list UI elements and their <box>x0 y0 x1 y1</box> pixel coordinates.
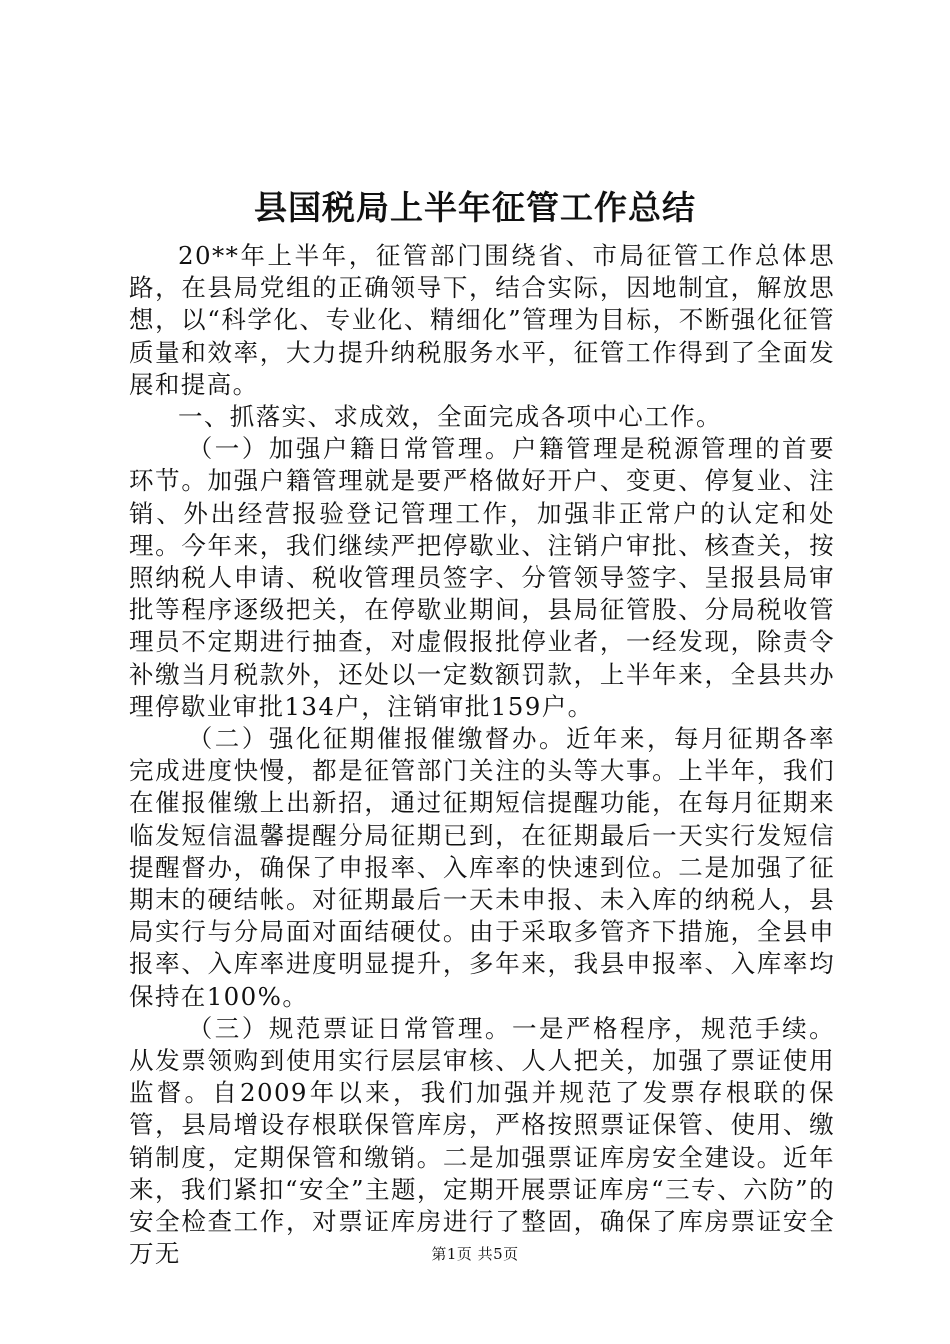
page-footer: 第1页 共5页 <box>431 1245 519 1263</box>
subsection-paragraph-3: （三）规范票证日常管理。一是严格程序，规范手续。从发票领购到使用实行层层审核、人人把关，加强了票证使用监督。自2009年以来，我们加强并规范了发票存根联的保管，县局增设存根联保管库房，严格按照票证保管、使用、缴销制度，定期保管和缴销。二是加强票证库房安全建设。近年来，我们紧扣“安全”主题，定期开展票证库房“三专、六防”的安全检查工作，对票证库房进行了整固，确保了库房票证安全万无 <box>129 1013 835 1269</box>
document-body <box>129 240 835 1271</box>
document-title: 县国税局上半年征管工作总结 <box>254 188 696 227</box>
subsection-paragraph-2: （二）强化征期催报催缴督办。近年来，每月征期各率完成进度快慢，都是征管部门关注的头等大事。上半年，我们在催报催缴上出新招，通过征期短信提醒功能，在每月征期来临发短信温馨提醒分局征期已到，在征期最后一天实行发短信提醒督办，确保了申报率、入库率的快速到位。二是加强了征期末的硬结帐。对征期最后一天未申报、未入库的纳税人，县局实行与分局面对面结硬仗。由于采取多管齐下措施，全县申报率、入库率进度明显提升，多年来，我县申报率、入库率均保持在100%。 <box>129 724 835 1011</box>
section-heading-1: 一、抓落实、求成效，全面完成各项中心工作。 <box>178 402 722 432</box>
subsection-paragraph-1: （一）加强户籍日常管理。户籍管理是税源管理的首要环节。加强户籍管理就是要严格做好开户、变更、停复业、注销、外出经营报验登记管理工作，加强非正常户的认定和处理。今年来，我们继续严把停歇业、注销户审批、核查关，按照纳税人申请、税收管理员签字、分管领导签字、呈报县局审批等程序逐级把关，在停歇业期间，县局征管股、分局税收管理员不定期进行抽查，对虚假报批停业者，一经发现，除责令补缴当月税款外，还处以一定数额罚款，上半年来，全县共办理停歇业审批134户，注销审批159户。 <box>129 434 835 721</box>
intro-paragraph: 20**年上半年，征管部门围绕省、市局征管工作总体思路，在县局党组的正确领导下，结合实际，因地制宜，解放思想，以“科学化、专业化、精细化”管理为目标，不断强化征管质量和效率，大力提升纳税服务水平，征管工作得到了全面发展和提高。 <box>129 241 835 399</box>
